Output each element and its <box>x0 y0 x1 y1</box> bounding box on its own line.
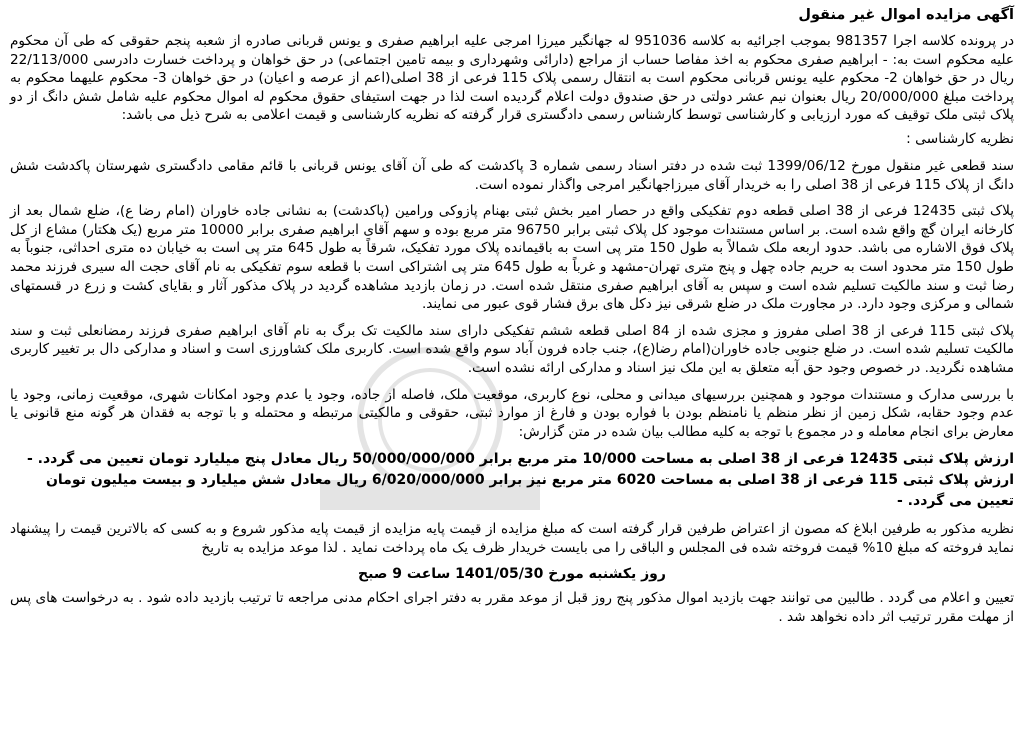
intro-paragraph: در پرونده کلاسه اجرا 981357 بموجب اجرائیه به کلاسه 951036 له جهانگیر میرزا امرجی علیه ابراهیم صفری و یونس قربانی صادره از شعبه پنجم حقوقی که طی آن محکوم علیه محکوم است به: - ابراهیم صفری محکوم به اخذ مفاصا حساب از مراجع (دارائی وشهرداری و بیمه تامین اجتماعی) در حق خواهان و پرداخت خسارت دادرسی 22/113/000 ریال در حق خواهان 2- محکوم علیه یونس قربانی محکوم است به انتقال رسمی پلاک 115 فرعی از 38 اصلی(اعم از عرصه و اعیان) در حق خواهان 3- محکوم علیهما محکوم به پرداخت مبلغ 20/000/000 ریال بعنوان نیم عشر دولتی در حق صندوق دولت اعلام گردیده است لذا در جهت استیفای حقوق محکوم له اموال محکوم علیه شامل شش دانگ از دو پلاک ثبتی ملک توقیف که مورد ارزیابی و کارشناسی توسط کارشناس رسمی دادگستری قرار گرفته که نظریه کارشناسی و قیمت اعلامی به شرح ذیل می باشد: <box>10 33 1014 124</box>
closing-paragraph: تعیین و اعلام می گردد . طالبین می توانند جهت بازدید اموال مذکور پنج روز قبل از موعد مقرر به دفتر اجرای احکام مدنی مراجعه تا ترتیب بازدید داده شود . به درخواست های پس از مهلت مقرر ترتیب اثر داده نخواهد شد . <box>10 590 1014 626</box>
expert-opinion-heading: نظریه کارشناسی : <box>906 130 1014 147</box>
deed-paragraph: سند قطعی غیر منقول مورخ 1399/06/12 ثبت شده در دفتر اسناد رسمی شماره 3 پاکدشت که طی آن آقای یونس قربانی با قائم مقامی دادگستری شهرستان پاکدشت شش دانگ از پلاک 115 فرعی از 38 اصلی را به خریدار آقای میرزاجهانگیر امرجی واگذار نموده است. <box>10 157 1014 193</box>
plot-12435-paragraph: پلاک ثبتی 12435 فرعی از 38 اصلی قطعه دوم تفکیکی واقع در حصار امیر بخش ثبتی بهنام پازوکی ورامین (پاکدشت) به نشانی جاده خاوران (امام رضا ع)، ضلع شمال بعد از کارخانه ایران گچ واقع شده است. بر اساس مستندات موجود کل پلاک ثبتی برابر 96750 متر مربع بوده و سهم آقای ابراهیم صفری برابر 10000 متر مربع (یک هکتار) مشاع از کل پلاک فوق الاشاره می باشد. حدود اربعه ملک شمالاً به طول 150 متر پی است به باقیمانده پلاک مورد تفکیک، شرقاً به طول 645 متر پی است به خیابان ده متری احداثی، جنوباً به طول 150 متر محدود است به حریم جاده چهل و پنج متری تهران-مشهد و غرباً به طول 645 متر پی اشتراکی است با قطعه سوم تفکیکی به نام آقای حجت اله سیری فرزند محمد رضا ثبت و سند مالکیت تسلیم شده است و سپس به آقای ابراهیم صفری منتقل شده است. در زمان بازدید مشاهده گردید در پلاک مذکور آثار و بقایای کشت و زرع در قسمتهای شمالی و مرکزی وجود دارد. در مجاورت ملک در ضلع شرقی نیز دکل های برق فشار قوی عبور می نمایند. <box>10 203 1015 313</box>
plot-115-paragraph: پلاک ثبتی 115 فرعی از 38 اصلی مفروز و مجزی شده از 84 اصلی قطعه ششم تفکیکی دارای سند مالکیت تک برگ به نام آقای ابراهیم صفری فرزند رمضانعلی ثبت و سند مالکیت تسلیم شده است. در ضلع جنوبی جاده خاوران(امام رضا(ع)، جنب جاده فرون آباد سوم واقع شده است. کاربری ملک کشاورزی است و اسناد و مدارکی دال بر تغییر کاربری مشاهده نگردید. در خصوص وجود حق آبه متعلق به این ملک نیز اسناد و مدارکی ارائه نشده است. <box>10 322 1014 376</box>
auction-terms-paragraph: نظریه مذکور به طرفین ابلاغ که مصون از اعتراض طرفین قرار گرفته است که مبلغ مزایده از قیمت پایه مزایده از قیمت پایه مذکور شروع و به کسی که بالاترین قیمت را پیشنهاد نماید فروخته که مبلغ 10% قیمت فروخته شده فی المجلس و الباقی را می بایست خریدار ظرف یک ماه پرداخت نماید . لذا موعد مزایده به تاریخ <box>10 521 1014 556</box>
auction-date: روز یکشنبه مورخ 1401/05/30 ساعت 9 صبح <box>358 566 666 583</box>
plot-12435-value: ارزش پلاک ثبتی 12435 فرعی از 38 اصلی به مساحت 10/000 متر مربع برابر 50/000/000/000 ریال معادل پنج میلیارد تومان تعیین می گردد. - <box>26 451 1014 468</box>
notice-title: آگهی مزایده اموال غیر منقول <box>798 7 1014 23</box>
plot-115-value: ارزش پلاک ثبتی 115 فرعی از 38 اصلی به مساحت 6020 متر مربع نیز برابر 6/020/000/000 ریال معادل شش میلیارد و بیست میلیون تومان تعیین می گردد. - <box>45 472 1014 510</box>
assessment-paragraph: با بررسی مدارک و مستندات موجود و همچنین بررسیهای میدانی و محلی، نوع کاربری، موقعیت ملک، فاصله از جاده، وجود یا عدم وجود امکانات شهری، موقعیت زمانی، وجود یا عدم وجود حقابه، شکل زمین از نظر منظم یا نامنظم بودن با فواره بودن و فارغ از موارد ثبتی، حقوقی و مالکیتی مرتبطه و محتمله و با توجه به فقدان هر گونه منع قانونی یا معارض برای انجام معامله و در مجموع با توجه به کلیه مطالب بیان شده در متن گزارش: <box>10 386 1014 440</box>
